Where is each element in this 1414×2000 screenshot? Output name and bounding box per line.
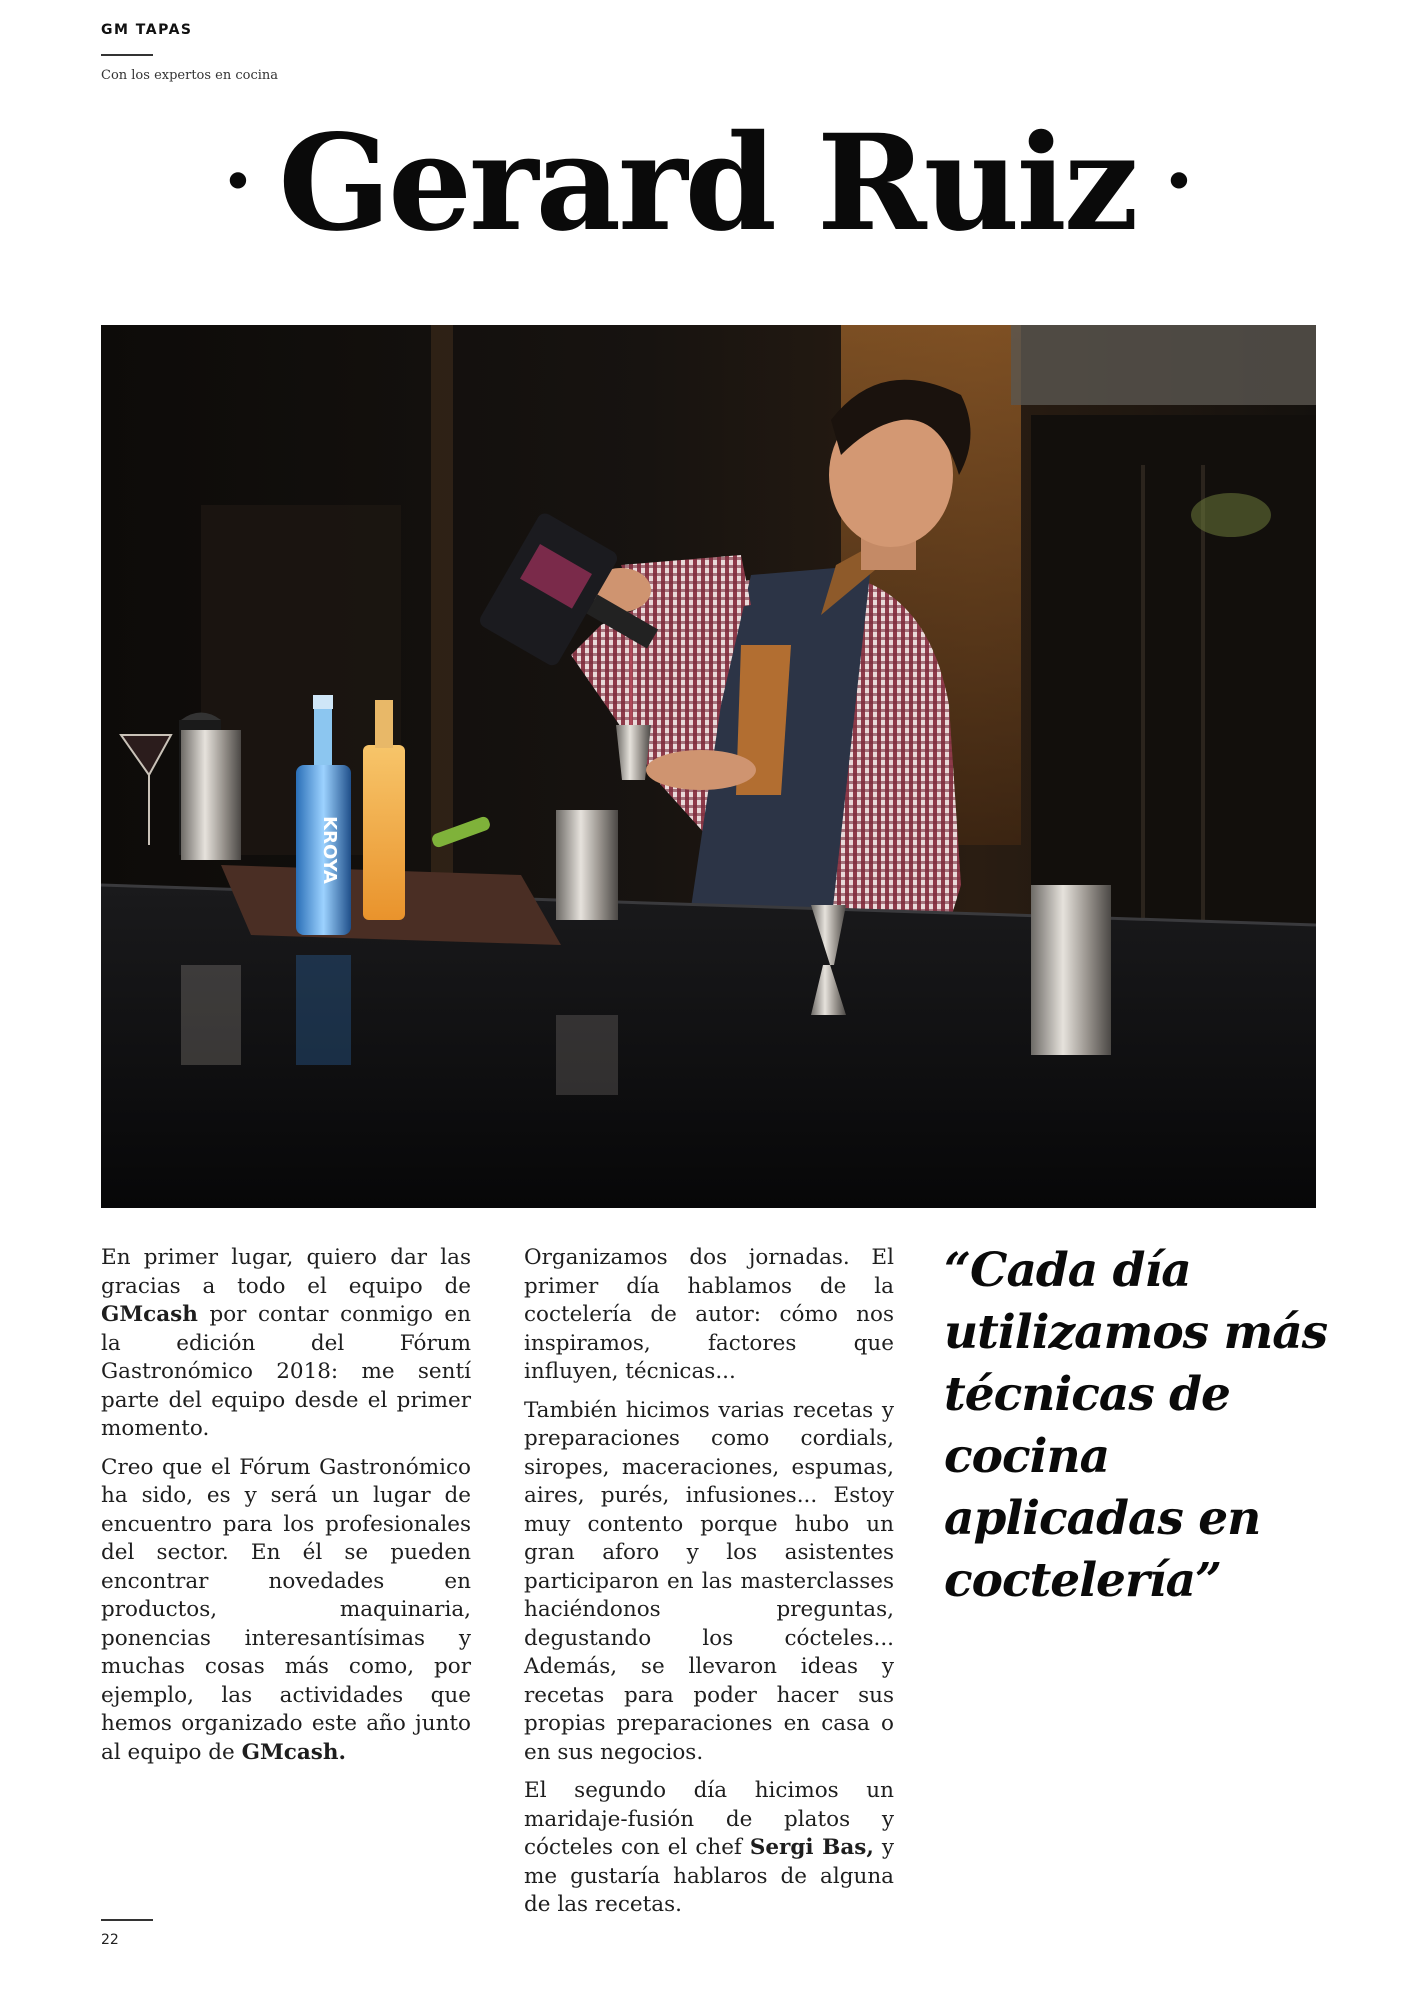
section-rule <box>101 54 153 56</box>
bottle-label: KROYA <box>319 816 340 884</box>
chef-name: Sergi Bas, <box>749 1835 874 1860</box>
paragraph: En primer lugar, quiero dar las gracias a todo el equipo de GMcash por contar conmigo en la edición del Fórum Gastronómico 2018: me sentí parte del equipo desde el primer momento. <box>101 1245 471 1441</box>
paragraph: También hicimos varias recetas y preparaciones como cordials, siropes, maceraciones, espumas, aires, purés, infusiones... Estoy muy contento porque hubo un gran aforo y los asistentes participaron en las masterclasses haciéndonos preguntas, degustando los cócteles... Además, se llevaron ideas y recetas para poder hacer sus propias preparaciones en casa o en sus negocios. <box>524 1397 894 1765</box>
paragraph: El segundo día hicimos un maridaje-fusión de platos y cócteles con el chef Sergi Bas, y me gustaría hablaros de alguna de las recetas. <box>524 1778 894 1917</box>
headline-title: Gerard Ruiz <box>278 106 1136 261</box>
brand-name: GMcash. <box>241 1739 347 1765</box>
section-subtitle: Con los expertos en cocina <box>101 68 279 83</box>
paragraph: Organizamos dos jornadas. El primer día hablamos de la coctelería de autor: cómo nos inspiramos, factores que influyen, técnicas... <box>524 1245 894 1384</box>
headline-dot-right: · <box>1163 128 1192 232</box>
headline <box>0 106 1414 261</box>
pull-quote: “Cada día utilizamos más técnicas de cocina aplicadas en coctelería” <box>944 1243 1328 1608</box>
article-column-2 <box>524 1244 894 1930</box>
brand-name: GMcash <box>101 1302 198 1327</box>
section-label: GM TAPAS <box>101 22 193 38</box>
paragraph: Creo que el Fórum Gastronómico ha sido, es y será un lugar de encuentro para los profesionales del sector. En él se pueden encontrar novedades en productos, maquinaria, ponencias interesantísimas y muchas cosas más como, por ejemplo, las actividades que hemos organizado este año junto al equipo de GMcash. <box>101 1454 471 1765</box>
headline-dot-left: · <box>222 128 251 232</box>
bartender-photo <box>101 325 1316 1208</box>
page-number: 22 <box>101 1932 119 1948</box>
footer-rule <box>101 1919 153 1921</box>
article-column-1 <box>101 1244 471 1777</box>
